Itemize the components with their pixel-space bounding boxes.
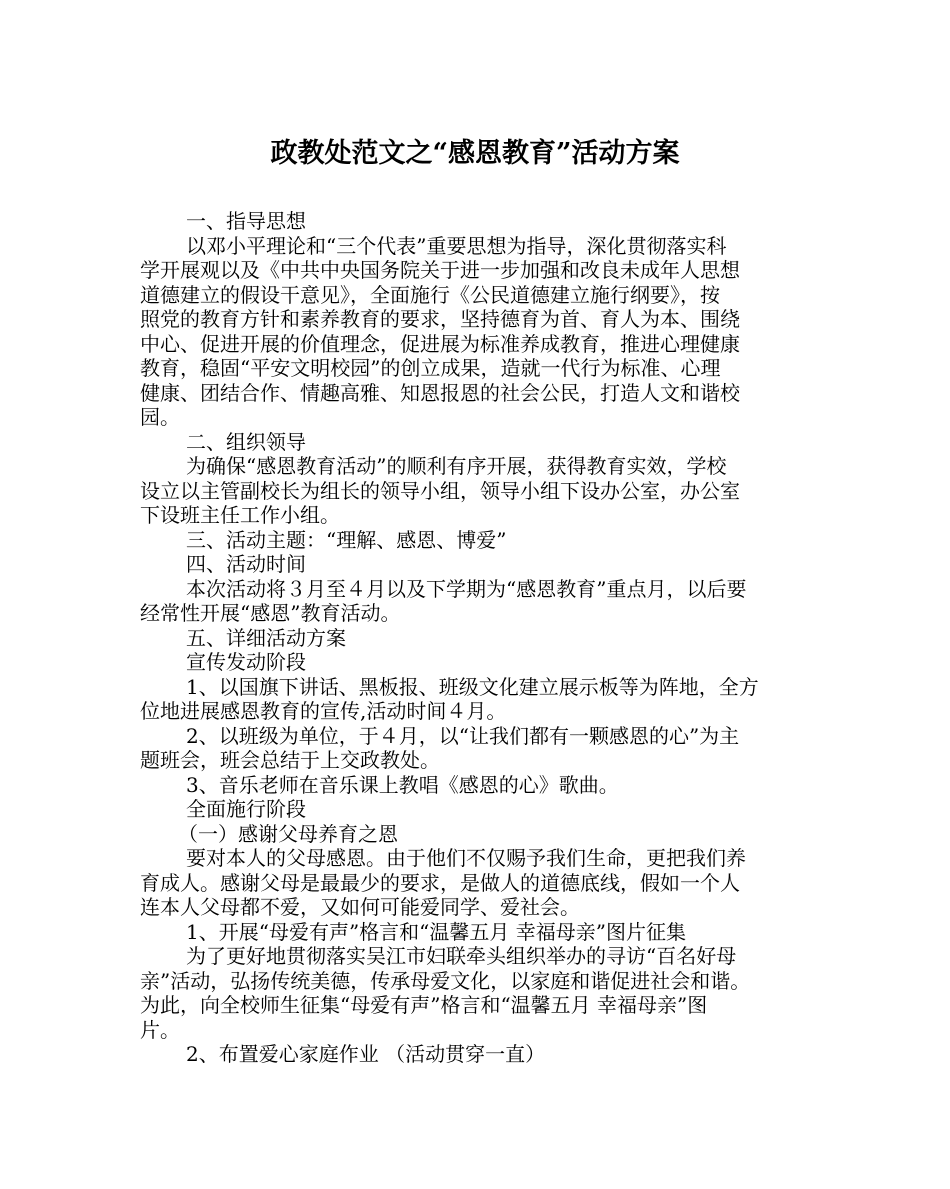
paragraph-line: 2、以班级为单位，于４月，以“让我们都有一颗感恩的心”为主	[186, 723, 740, 748]
document-body	[140, 209, 820, 1067]
paragraph-line: 园。	[140, 405, 180, 429]
paragraph-line: 要对本人的父母感恩。由于他们不仅赐予我们生命，更把我们养	[186, 846, 746, 870]
paragraph-line: 题班会，班会总结于上交政教处。	[140, 748, 440, 772]
paragraph-line: 为此，向全校师生征集“母爱有声”格言和“温馨五月 幸福母亲”图	[140, 993, 708, 1017]
paragraph-line: 片。	[140, 1017, 180, 1042]
paragraph-line: 1、开展“母爱有声”格言和“温馨五月 幸福母亲”图片征集	[186, 919, 686, 944]
document-title: 政教处范文之“感恩教育”活动方案	[270, 138, 680, 169]
paragraph-line: 连本人父母都不爱，又如何可能爱同学、爱社会。	[140, 895, 580, 919]
paragraph-line: 中心、促进开展的价值理念，促进展为标准养成教育，推进心理健康	[140, 331, 740, 356]
paragraph-line: 经常性开展“感恩”教育活动。	[140, 601, 401, 625]
paragraph-line: 以邓小平理论和“三个代表”重要思想为指导，深化贯彻落实科	[186, 233, 727, 258]
section-heading: 一、指导思想	[186, 209, 306, 233]
paragraph-line: 位地进展感恩教育的宣传,活动时间４月。	[140, 699, 507, 723]
paragraph-line: 学开展观以及《中共中央国务院关于进一步加强和改良未成年人思想	[140, 258, 740, 282]
subsection-heading: 宣传发动阶段	[186, 650, 306, 674]
paragraph-line: 育成人。感谢父母是最最少的要求，是做人的道德底线，假如一个人	[140, 870, 740, 895]
paragraph-line: 2、布置爱心家庭作业 （活动贯穿一直）	[186, 1042, 546, 1066]
paragraph-line: 本次活动将３月至４月以及下学期为“感恩教育”重点月，以后要	[186, 576, 747, 601]
paragraph-line: 照党的教育方针和素养教育的要求，坚持德育为首、育人为本、围绕	[140, 307, 740, 331]
section-heading: 五、详细活动方案	[186, 625, 346, 650]
section-heading: 三、活动主题：“理解、感恩、博爱”	[186, 527, 507, 552]
paragraph-line: 下设班主任工作小组。	[140, 503, 340, 527]
paragraph-line: 亲”活动，弘扬传统美德，传承母爱文化，以家庭和谐促进社会和谐。	[140, 968, 751, 993]
paragraph-line: 教育，稳固“平安文明校园”的创立成果，造就一代行为标准、心理	[140, 356, 721, 380]
subsection-heading: （一）感谢父母养育之恩	[178, 821, 398, 846]
paragraph-line: 为了更好地贯彻落实吴江市妇联牵头组织举办的寻访“百名好母	[186, 944, 737, 968]
paragraph-line: 为确保“感恩教育活动”的顺利有序开展，获得教育实效，学校	[186, 454, 727, 478]
section-heading: 二、组织领导	[186, 429, 306, 454]
paragraph-line: 健康、团结合作、情趣高雅、知恩报恩的社会公民，打造人文和谐校	[140, 380, 740, 405]
paragraph-line: 1、以国旗下讲话、黑板报、班级文化建立展示板等为阵地，全方	[186, 674, 759, 699]
paragraph-line: 3、音乐老师在音乐课上教唱《感恩的心》歌曲。	[186, 772, 619, 797]
paragraph-line: 道德建立的假设干意见》，全面施行《公民道德建立施行纲要》，按	[140, 282, 720, 307]
section-heading: 四、活动时间	[186, 552, 306, 576]
paragraph-line: 设立以主管副校长为组长的领导小组，领导小组下设办公室，办公室	[140, 478, 740, 503]
subsection-heading: 全面施行阶段	[186, 797, 306, 821]
